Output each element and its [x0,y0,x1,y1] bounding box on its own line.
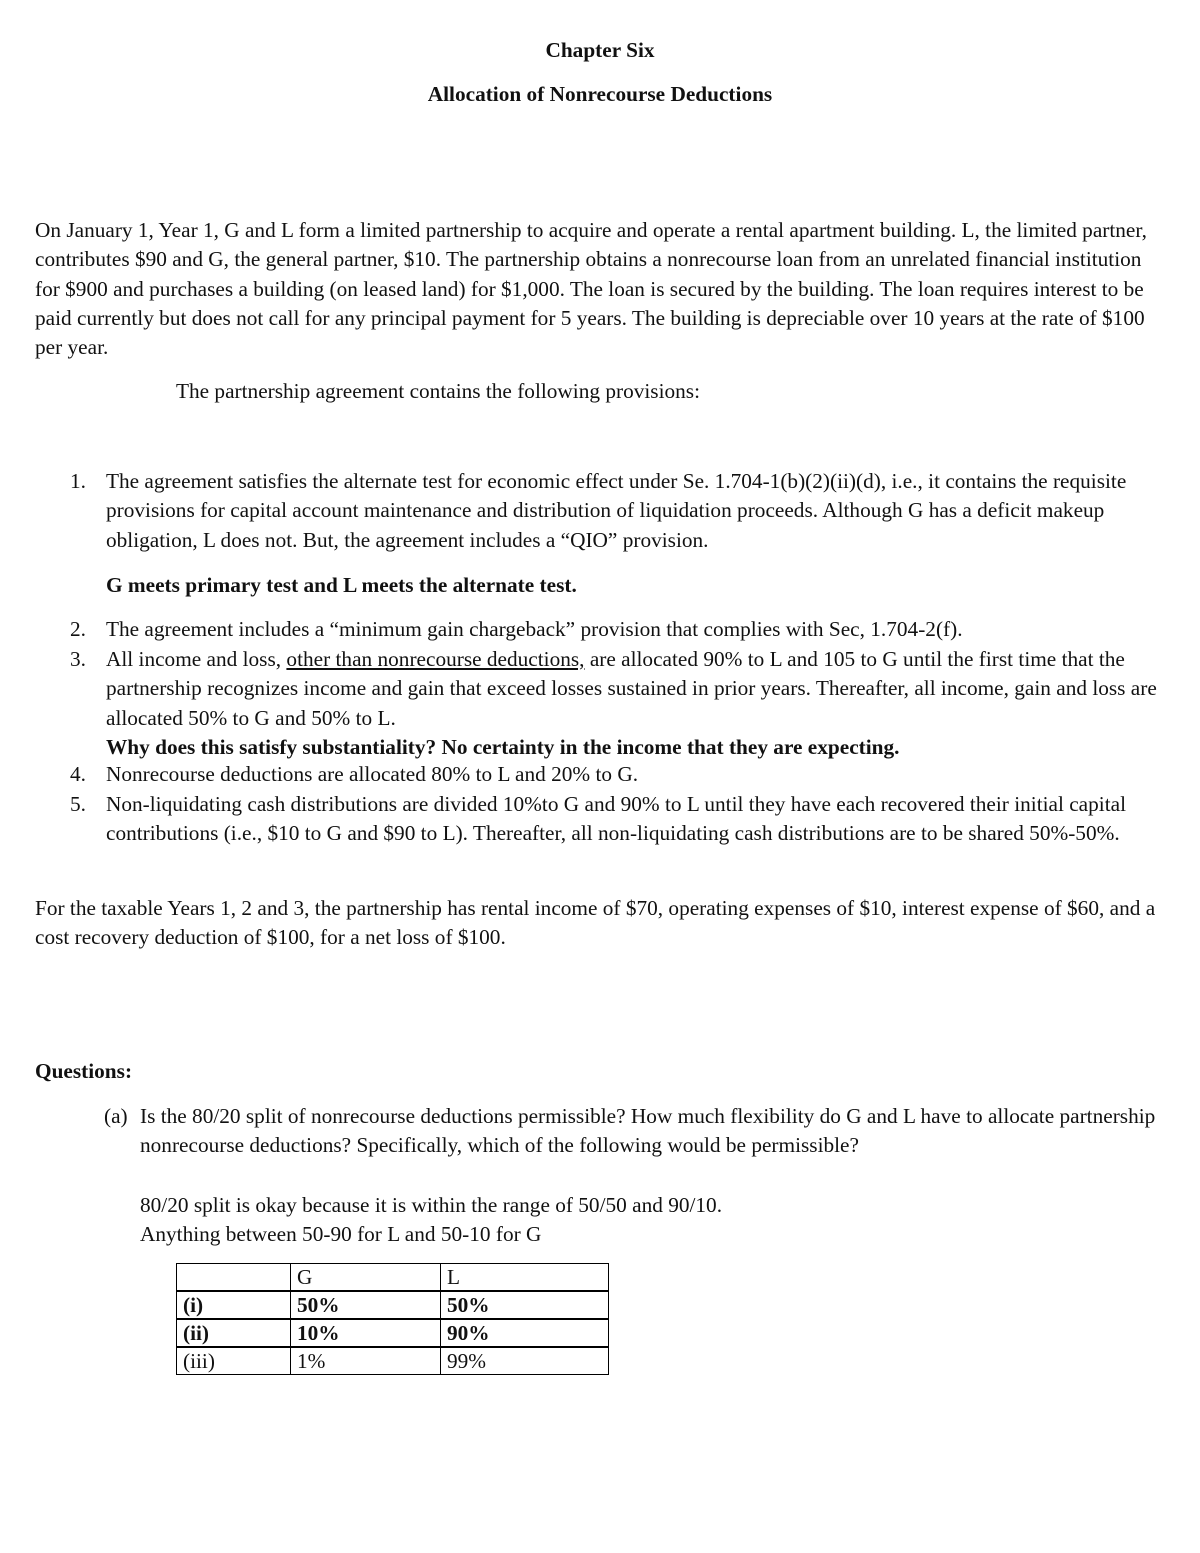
provision-3-note: Why does this satisfy substantiality? No certainty in the income that they are expecting. [106,735,900,759]
provision-number: 3. [70,647,86,671]
provision-number: 2. [70,617,86,641]
provision-text-b: are allocated 90% to L and 105 to G until the first time that the partnership recognizes income and gain that exceed losses sustained in prior years. Thereafter, all income, gain and loss are allocated 50% to G and 50% to L. [106,647,1157,730]
questions-heading: Questions: [35,1059,133,1083]
provision-number: 4. [70,762,86,786]
table-cell: 90% [441,1319,609,1347]
table-header-cell [177,1264,291,1292]
provisions-lead: The partnership agreement contains the following provisions: [176,379,701,403]
question-label: (a) [104,1104,128,1128]
provision-text: Nonrecourse deductions are allocated 80% to L and 20% to G. [106,762,639,786]
table-header-cell: G [291,1264,441,1292]
provision-text-a: All income and loss, [106,647,287,671]
provision-1-note: G meets primary test and L meets the alternate test. [106,573,577,597]
table-header-row [177,1264,609,1292]
provision-number: 1. [70,469,86,493]
answer-line-2: Anything between 50-90 for L and 50-10 for G [140,1222,542,1246]
provision-text: The agreement includes a “minimum gain chargeback” provision that complies with Sec, 1.704-2(f). [106,617,963,641]
chapter-heading: Chapter Six [545,38,655,62]
provision-text: Non-liquidating cash distributions are divided 10%to G and 90% to L until they have each recovered their initial capital contributions (i.e., $10 to G and $90 to L). Thereafter, all non-liquidating cash distributions are to be shared 50%-50%. [106,792,1126,846]
underlined-phrase: other than nonrecourse deductions, [286,647,585,671]
table-cell: 50% [291,1291,441,1319]
table-cell: 99% [441,1347,609,1375]
table-cell: (i) [177,1291,291,1319]
table-cell: 50% [441,1291,609,1319]
table-row [177,1291,609,1319]
intro-paragraph: On January 1, Year 1, G and L form a limited partnership to acquire and operate a rental apartment building. L, the limited partner, contributes $90 and G, the general partner, $10. The partnership obtains a nonrecourse loan from an unrelated financial institution for $900 and purchases a building (on leased land) for $1,000. The loan is secured by the building. The loan requires interest to be paid currently but does not call for any principal payment for 5 years. The building is depreciable over 10 years at the rate of $100 per year. [35,218,1147,360]
table-cell: 10% [291,1319,441,1347]
allocation-table [176,1263,609,1375]
table-row [177,1347,609,1375]
table-cell: (ii) [177,1319,291,1347]
chapter-title: Allocation of Nonrecourse Deductions [427,82,773,106]
provision-number: 5. [70,792,86,816]
question-text: Is the 80/20 split of nonrecourse deductions permissible? How much flexibility do G and L have to allocate partnership nonrecourse deductions? Specifically, which of the following would be permissible? [140,1104,1156,1158]
table-cell: 1% [291,1347,441,1375]
answer-line-1: 80/20 split is okay because it is within the range of 50/50 and 90/10. [140,1193,723,1217]
table-header-cell: L [441,1264,609,1292]
table-cell: (iii) [177,1347,291,1375]
provision-text: The agreement satisfies the alternate test for economic effect under Se. 1.704-1(b)(2)(ii)(d), i.e., it contains the requisite provisions for capital account maintenance and distribution of liquidation proceeds. Although G has a deficit makeup obligation, L does not. But, the agreement includes a “QIO” provision. [106,469,1127,552]
provision-text [106,645,1170,733]
table-row [177,1319,609,1347]
facts-paragraph: For the taxable Years 1, 2 and 3, the partnership has rental income of $70, operating expenses of $10, interest expense of $60, and a cost recovery deduction of $100, for a net loss of $100. [35,896,1156,950]
